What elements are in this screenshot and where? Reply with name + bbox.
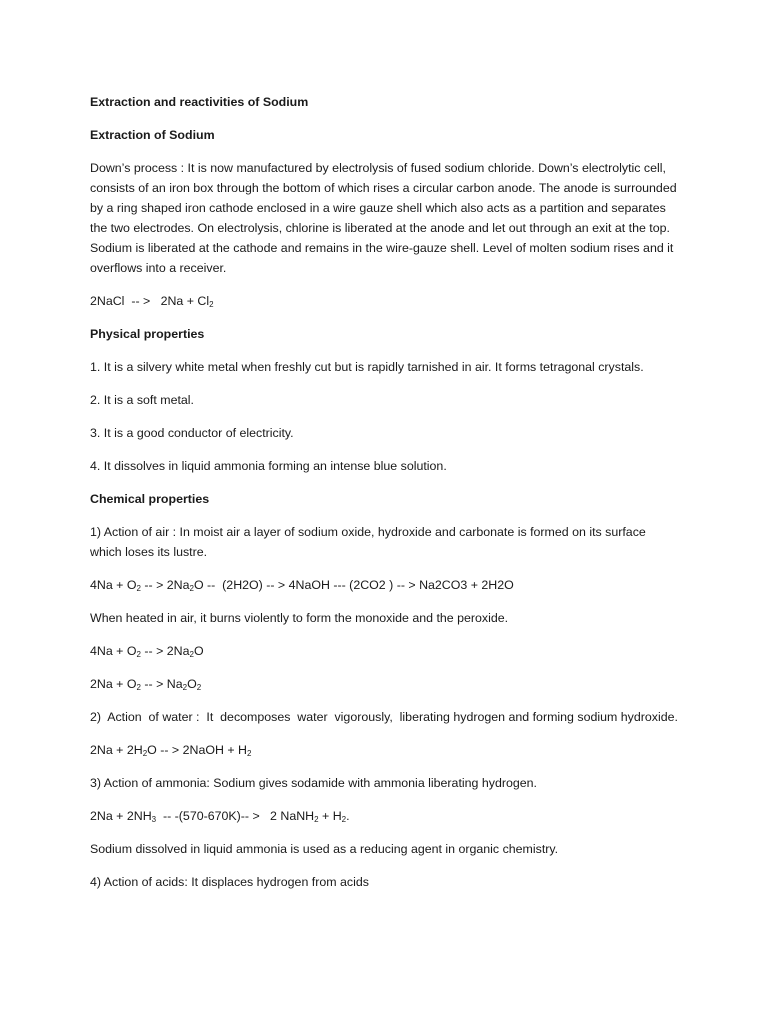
subscript: 3 [151, 815, 157, 824]
equation-text: -- > Na [140, 677, 183, 691]
subscript: 2 [209, 300, 214, 309]
equation-text: O [193, 644, 204, 658]
document-title: Extraction and reactivities of Sodium [90, 95, 309, 109]
subscript: 2 [136, 650, 141, 659]
subscript: 2 [189, 650, 194, 659]
equation-text: 2Na + 2NH [90, 809, 152, 823]
physical-property-2: 2. It is a soft metal. [90, 393, 194, 407]
subscript: 2 [189, 584, 194, 593]
subscript: 2 [182, 683, 188, 692]
equation-text: 4Na + O [90, 578, 137, 592]
subscript: 2 [196, 683, 202, 692]
chemical-properties-heading: Chemical properties [90, 492, 210, 506]
subscript: 2 [247, 749, 252, 758]
physical-properties-heading: Physical properties [90, 327, 205, 341]
downs-process-paragraph: Down’s process : It is now manufactured by electrolysis of fused sodium chloride. Down’s electrolytic cell, consists of an iron box through the bottom of which rises a circular carbon anode. The anode is surrounded by a ring shaped iron cathode enclosed in a wire gauze shell which also acts as a partition and separates the two electrodes. On electrolysis, chlorine is liberated at the anode and let out through an exit at the top. Sodium is liberated at the cathode and remains in the wire-gauze shell. Level of molten sodium rises and it overflows into a receiver. [90, 161, 677, 275]
subscript: 2 [142, 749, 148, 758]
subscript: 2 [341, 815, 347, 824]
equation-text: + H [318, 809, 342, 823]
subscript: 2 [136, 584, 141, 593]
physical-property-1: 1. It is a silvery white metal when freshly cut but is rapidly tarnished in air. It forms tetragonal crystals. [90, 360, 644, 374]
equation-text: 4Na + O [90, 644, 137, 658]
equation-text: 2NaCl -- > 2Na + Cl [90, 294, 210, 308]
water-action-paragraph: 2) Action of water : It decomposes water vigorously, liberating hydrogen and forming sodium hydroxide. [90, 710, 678, 724]
equation-text: 2Na + O [90, 677, 137, 691]
equation-monoxide [90, 641, 680, 661]
acids-action-paragraph: 4) Action of acids: It displaces hydrogen from acids [90, 875, 369, 889]
equation-ammonia [90, 806, 680, 826]
equation-nacl [90, 291, 680, 311]
physical-property-3: 3. It is a good conductor of electricity. [90, 426, 294, 440]
subscript: 2 [314, 815, 319, 824]
equation-air [90, 575, 680, 595]
equation-water [90, 740, 680, 760]
air-action-paragraph: 1) Action of air : In moist air a layer of sodium oxide, hydroxide and carbonate is formed on its surface which loses its lustre. [90, 525, 646, 559]
equation-text: 2Na + 2H [90, 743, 143, 757]
extraction-heading: Extraction of Sodium [90, 128, 215, 142]
physical-property-4: 4. It dissolves in liquid ammonia forming an intense blue solution. [90, 459, 447, 473]
equation-text: O -- > 2NaOH + H [147, 743, 247, 757]
equation-text: O -- (2H2O) -- > 4NaOH --- (2CO2 ) -- > Na2CO3 + 2H2O [193, 578, 514, 592]
equation-text: -- > 2Na [140, 578, 190, 592]
equation-peroxide [90, 674, 680, 694]
equation-text: O [187, 677, 197, 691]
subscript: 2 [136, 683, 141, 692]
equation-text: -- -(570-670K)-- > 2 NaNH [156, 809, 315, 823]
ammonia-action-paragraph: 3) Action of ammonia: Sodium gives sodamide with ammonia liberating hydrogen. [90, 776, 537, 790]
equation-text: . [346, 809, 350, 823]
equation-text: -- > 2Na [140, 644, 190, 658]
heated-in-air-paragraph: When heated in air, it burns violently to form the monoxide and the peroxide. [90, 611, 509, 625]
document-body [90, 92, 680, 905]
ammonia-note-paragraph: Sodium dissolved in liquid ammonia is used as a reducing agent in organic chemistry. [90, 842, 559, 856]
